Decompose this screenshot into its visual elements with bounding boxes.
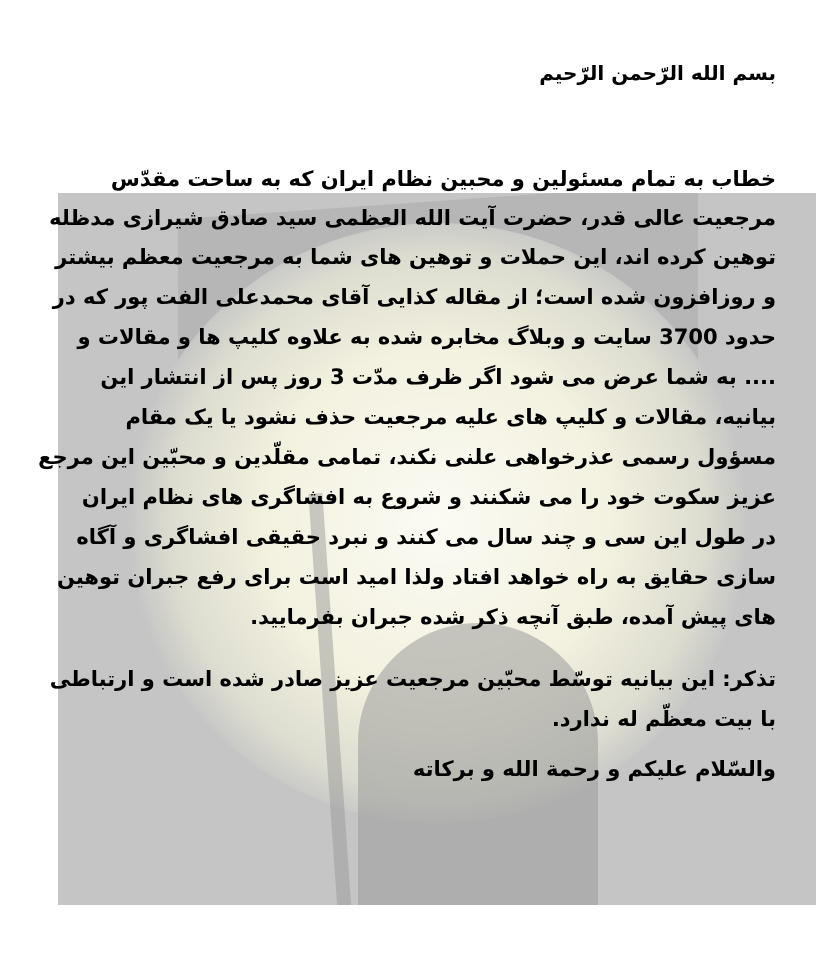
- note-line: با بیت معظّم له ندارد.: [551, 707, 776, 731]
- body-line: های پیش آمده، طبق آنچه ذکر شده جبران بفرمایید.: [250, 605, 776, 629]
- body-line: مرجعیت عالی قدر، حضرت آیت الله العظمی سید صادق شیرازی مدظله: [49, 206, 776, 230]
- body-line: سازی حقایق به راه خواهد افتاد ولذا امید است برای رفع جبران توهین: [56, 565, 776, 589]
- basmala-heading: بسم الله الرّحمن الرّحيم: [539, 61, 776, 85]
- body-line: مسؤول رسمی عذرخواهی علنی نکند، تمامی مقلّدین و محبّین این مرجع: [38, 445, 776, 469]
- statement-document: [40, 0, 776, 960]
- body-line: توهین کرده اند، این حملات و توهین های شما به مرجعیت معظم بیشتر: [55, 245, 776, 269]
- body-line: بیانیه، مقالات و کلیپ های علیه مرجعیت حذف نشود یا یک مقام: [125, 405, 776, 429]
- body-line: حدود 3700 سایت و وبلاگ مخابره شده به علاوه کلیپ ها و مقالات و: [77, 325, 776, 349]
- body-line: عزیز سکوت خود را می شکنند و شروع به افشاگری های نظام ایران: [81, 485, 776, 509]
- body-line: در طول این سی و چند سال می کنند و نبرد حقیقی افشاگری و آگاه: [76, 525, 776, 549]
- closing-salutation: والسّلام علیکم و رحمة الله و برکاته: [412, 757, 776, 781]
- body-line: .... به شما عرض می شود اگر ظرف مدّت 3 روز پس از انتشار این: [100, 365, 776, 389]
- body-line: خطاب به تمام مسئولین و محبین نظام ایران که به ساحت مقدّس: [110, 167, 776, 191]
- note-line: تذکر: این بیانیه توسّط محبّین مرجعیت عزیز صادر شده است و ارتباطی: [49, 667, 776, 691]
- body-line: و روزافزون شده است؛ از مقاله کذایی آقای محمدعلی الفت پور که در: [52, 285, 776, 309]
